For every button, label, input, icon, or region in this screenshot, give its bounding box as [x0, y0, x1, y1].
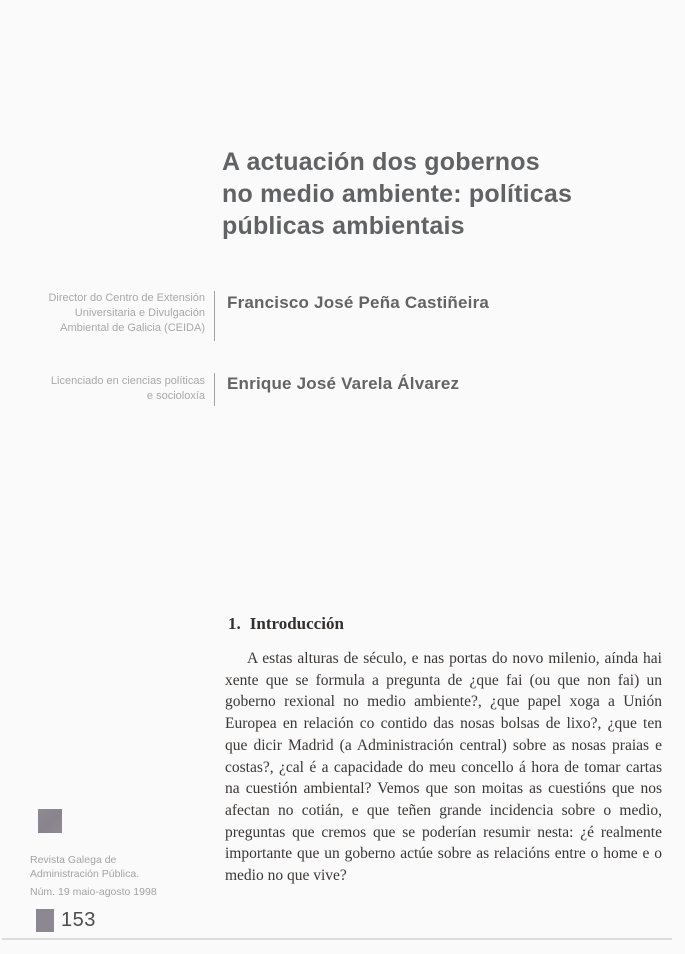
section-heading — [228, 614, 344, 634]
journal-info — [30, 853, 157, 899]
author-2-divider-line — [214, 373, 215, 406]
author-2-affiliation-line-1: Licenciado en ciencias políticas — [50, 375, 205, 387]
section-number: 1. — [228, 614, 241, 633]
author-1-divider-line — [214, 291, 215, 341]
article-title — [222, 146, 652, 242]
author-2-name: Enrique José Varela Álvarez — [227, 374, 460, 393]
article-title-line-1: A actuación dos gobernos — [222, 148, 540, 176]
bottom-rule-divider — [2, 938, 672, 940]
journal-issue: Núm. 19 maio-agosto 1998 — [30, 886, 157, 898]
journal-name-line-1: Revista Galega de — [30, 854, 117, 866]
page-number-block — [36, 909, 96, 932]
journal-name-line-2: Administración Pública. — [30, 868, 140, 880]
author-1-affiliation — [29, 291, 205, 336]
author-1-name: Francisco José Peña Castiñeira — [227, 293, 490, 312]
author-2-affiliation-line-2: e socioloxía — [146, 390, 205, 402]
page-number-square-icon — [36, 909, 54, 932]
author-1-affiliation-line-2: Universitaria e Divulgación — [74, 307, 205, 319]
author-2-affiliation — [29, 374, 205, 404]
article-title-line-3: públicas ambientais — [222, 212, 465, 240]
author-1-affiliation-line-1: Director do Centro de Extensión — [48, 292, 205, 304]
page-number: 153 — [61, 909, 96, 931]
introduction-paragraph: A estas alturas de século, e nas portas do novo milenio, aínda hai xente que se formula a pregunta de ¿que fai (ou que non fai) un goberno rexional no medio ambiente?, ¿que papel xoga a Unión Europea en relación co contido das nosas bolsas de lixo?, ¿que ten que dicir Madrid (a Administración central) sobre as nosas praias e costas?, ¿cal é a capacidade do meu concello á hora de tomar cartas na cuestión ambiental? Vemos que son moitas as cuestións que nos afectan no cotián, e que teñen grande incidencia sobre o medio, preguntas que cremos que se poderían resumir nesta: ¿é realmente importante que un goberno actúe sobre as relacións entre o home e o medio no que vive? — [225, 650, 662, 885]
ornament-square-icon — [38, 809, 62, 833]
section-heading-text: Introducción — [249, 614, 344, 633]
article-title-line-2: no medio ambiente: políticas — [222, 180, 573, 208]
author-1-affiliation-line-3: Ambiental de Galicia (CEIDA) — [60, 322, 205, 334]
